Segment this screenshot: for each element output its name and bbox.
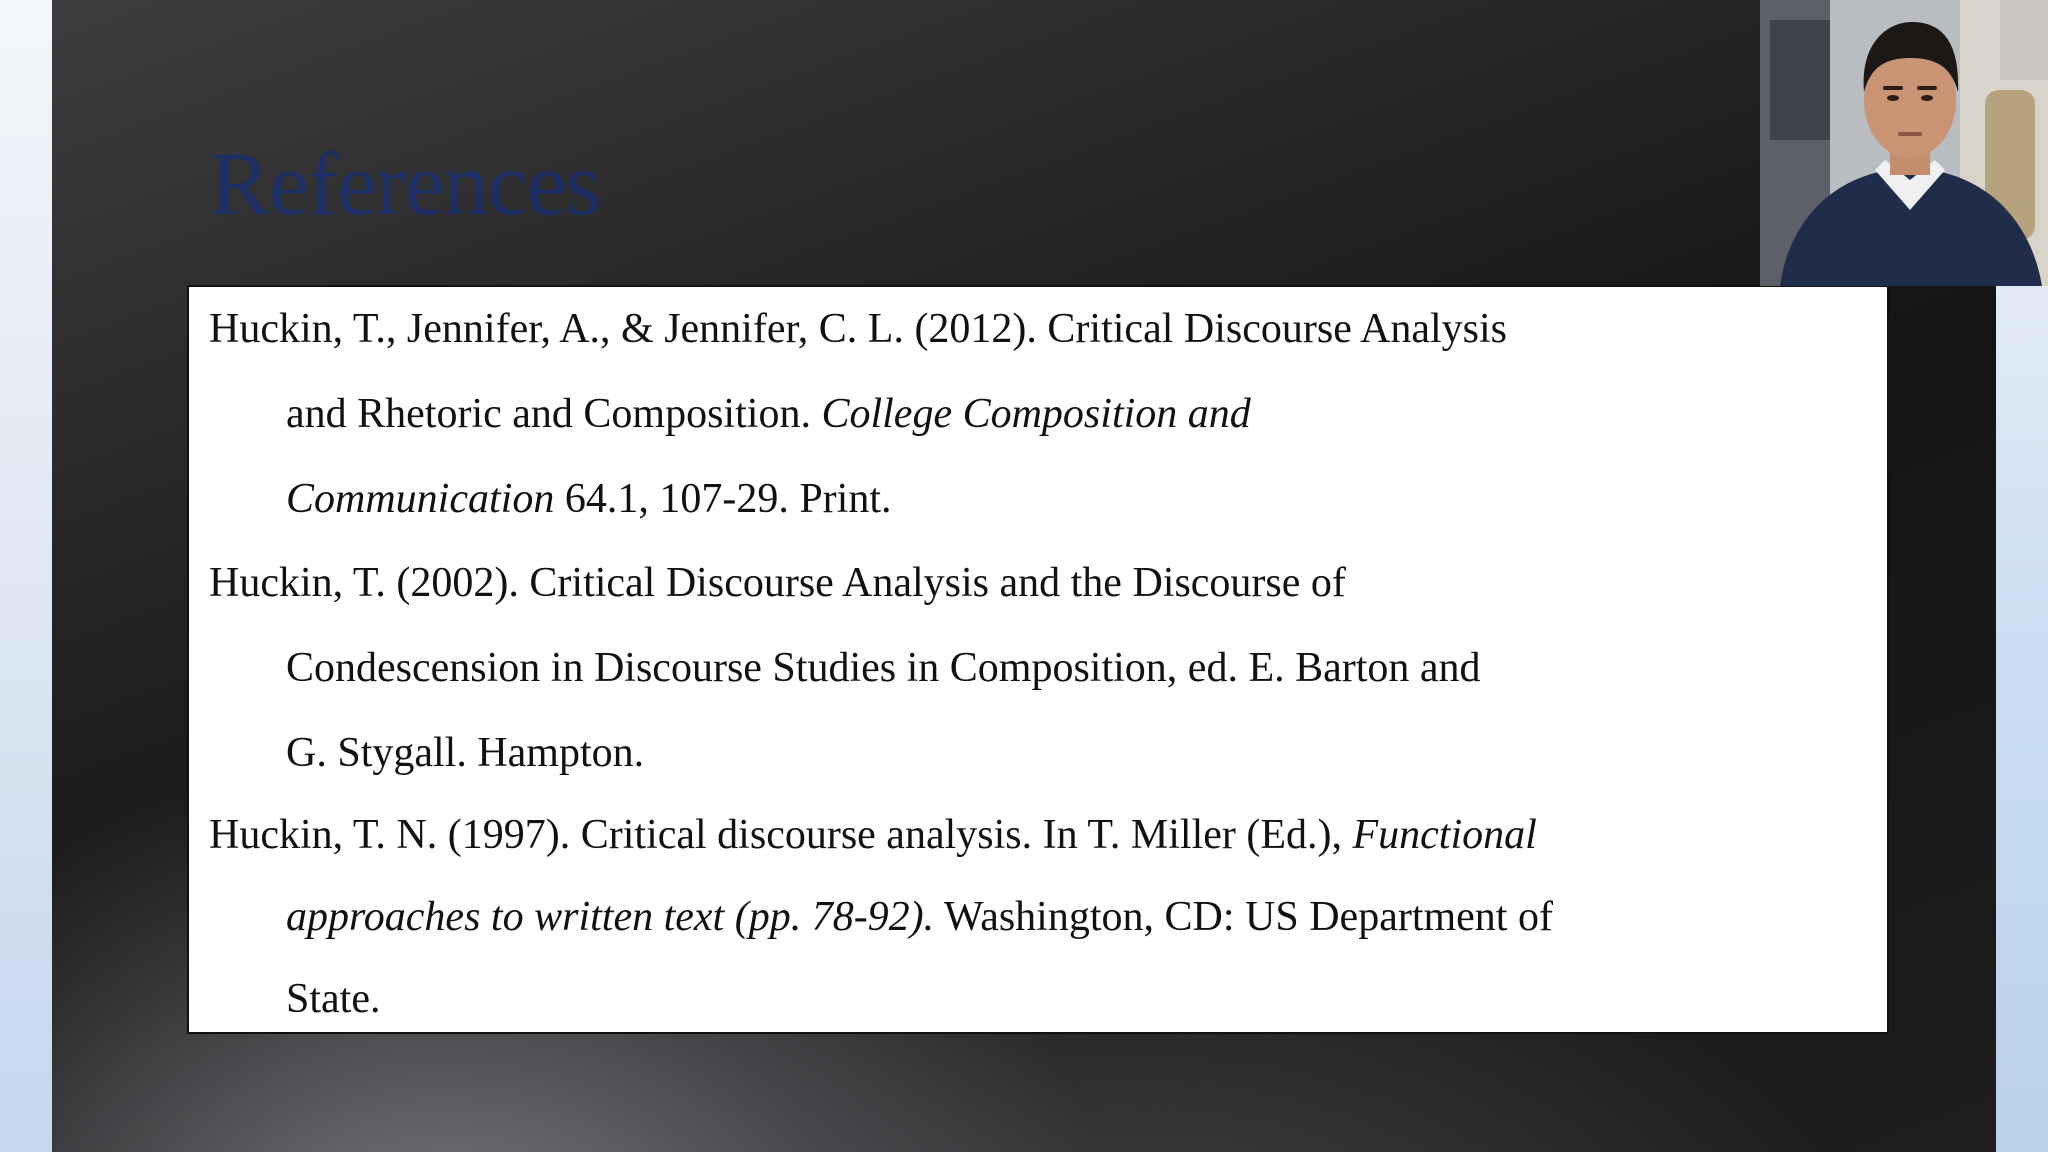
- left-backdrop: [0, 0, 52, 1152]
- reference-italic-text: approaches to written text (pp. 78-92).: [286, 894, 935, 940]
- reference-line: [286, 457, 892, 541]
- reference-line: [286, 957, 380, 1041]
- reference-line: [209, 287, 1507, 371]
- reference-text: Huckin, T., Jennifer, A., & Jennifer, C. L. (2012). Critical Discourse Analysis: [209, 306, 1508, 352]
- references-box: [187, 285, 1889, 1034]
- presentation-slide: [52, 0, 1996, 1152]
- reference-line: [209, 541, 1346, 625]
- reference-italic-text: Functional: [1352, 812, 1537, 858]
- reference-line: [209, 793, 1537, 877]
- reference-line: [286, 372, 1251, 456]
- slide-title: References: [210, 135, 600, 234]
- reference-text: State.: [286, 976, 381, 1022]
- presenter-video-icon: [1760, 0, 2048, 286]
- reference-text: Huckin, T. (2002). Critical Discourse Analysis and the Discourse of: [209, 560, 1346, 606]
- reference-text: 64.1, 107-29. Print.: [554, 476, 892, 522]
- reference-text: and Rhetoric and Composition.: [286, 391, 822, 437]
- reference-text: G. Stygall. Hampton.: [286, 730, 645, 776]
- reference-line: [286, 711, 644, 795]
- presenter-webcam[interactable]: [1760, 0, 2048, 286]
- reference-line: [286, 626, 1481, 710]
- reference-line: [286, 875, 1553, 959]
- reference-text: Huckin, T. N. (1997). Critical discourse analysis. In T. Miller (Ed.),: [209, 812, 1353, 858]
- reference-italic-text: College Composition and: [821, 391, 1251, 437]
- reference-italic-text: Communication: [286, 476, 555, 522]
- reference-text: Washington, CD: US Department of: [934, 894, 1553, 940]
- reference-text: Condescension in Discourse Studies in Composition, ed. E. Barton and: [286, 645, 1481, 691]
